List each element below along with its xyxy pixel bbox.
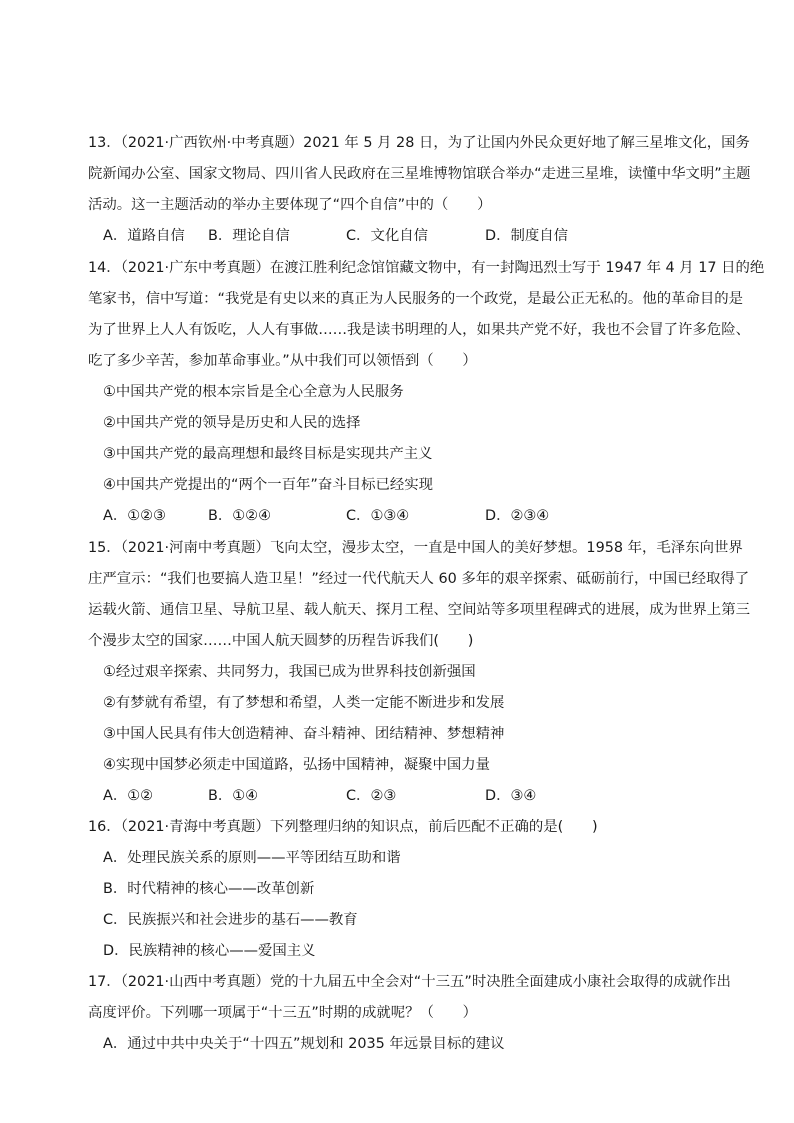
q15-stem-line-4: 个漫步太空的国家……中国人航天圆梦的历程告诉我们( ) [88,633,474,649]
q16-stem-line-1: 16．（2021·青海中考真题）下列整理归纳的知识点，前后匹配不正确的是( ) [88,819,598,835]
q15-option-b[interactable]: B．①④ [208,788,259,804]
q14-stem-line-2: 笔家书，信中写道：“我党是有史以来的真正为人民服务的一个政党，是最公正无私的。他的革命目的是 [88,291,744,307]
q16-option-c[interactable]: C．民族振兴和社会进步的基石——教育 [103,912,358,928]
q16-option-a[interactable]: A．处理民族关系的原则——平等团结互助和谐 [103,850,401,866]
q16-option-b[interactable]: B．时代精神的核心——改革创新 [103,881,315,897]
q13-stem-line-2: 院新闻办公室、国家文物局、四川省人民政府在三星堆博物馆联合举办“走进三星堆，读懂中华文明”主题 [88,166,751,182]
q13-option-c[interactable]: C．文化自信 [346,228,429,244]
q15-statement-2: ②有梦就有希望，有了梦想和希望，人类一定能不断进步和发展 [103,695,505,711]
q15-option-d[interactable]: D．③④ [485,788,537,804]
q13-option-d[interactable]: D．制度自信 [485,228,569,244]
q17-stem-line-2: 高度评价。下列哪一项属于“十三五”时期的成就呢？（ ） [88,1005,478,1021]
q15-stem-line-1: 15．（2021·河南中考真题）飞向太空，漫步太空，一直是中国人的美好梦想。1958 年，毛泽东向世界 [88,540,743,556]
q15-statement-3: ③中国人民具有伟大创造精神、奋斗精神、团结精神、梦想精神 [103,726,505,742]
q14-statement-3: ③中国共产党的最高理想和最终目标是实现共产主义 [103,446,433,462]
q15-statement-1: ①经过艰辛探索、共同努力，我国已成为世界科技创新强国 [103,664,476,680]
q13-stem-line-3: 活动。这一主题活动的举办主要体现了“四个自信”中的（ ） [88,197,492,213]
q17-option-a[interactable]: A．通过中共中央关于“十四五”规划和 2035 年远景目标的建议 [103,1036,505,1052]
q14-stem-line-1: 14．（2021·广东中考真题）在渡江胜利纪念馆馆藏文物中，有一封陶迅烈士写于 1947 年 4 月 17 日的绝 [88,260,765,276]
q14-option-d[interactable]: D．②③④ [485,508,550,524]
q15-option-c[interactable]: C．②③ [346,788,397,804]
q15-option-a[interactable]: A．①② [103,788,154,804]
q13-option-a[interactable]: A．道路自信 [103,228,185,244]
q14-option-a[interactable]: A．①②③ [103,508,166,524]
q14-statement-4: ④中国共产党提出的“两个一百年”奋斗目标已经实现 [103,477,434,493]
q13-option-b[interactable]: B．理论自信 [208,228,290,244]
q14-option-b[interactable]: B．①②④ [208,508,271,524]
q15-statement-4: ④实现中国梦必须走中国道路，弘扬中国精神，凝聚中国力量 [103,757,491,773]
q15-stem-line-3: 运载火箭、通信卫星、导航卫星、载人航天、探月工程、空间站等多项里程碑式的进展，成为世界上第三 [88,602,750,618]
q15-stem-line-2: 庄严宣示：“我们也要搞人造卫星！”经过一代代航天人 60 多年的艰辛探索、砥砺前行，中国已经取得了 [88,571,750,587]
q13-stem-line-1: 13．（2021·广西钦州·中考真题）2021 年 5 月 28 日，为了让国内外民众更好地了解三星堆文化，国务 [88,135,750,151]
q14-option-c[interactable]: C．①③④ [346,508,410,524]
q14-statement-2: ②中国共产党的领导是历史和人民的选择 [103,415,361,431]
q14-statement-1: ①中国共产党的根本宗旨是全心全意为人民服务 [103,384,404,400]
q14-stem-line-3: 为了世界上人人有饭吃，人人有事做……我是读书明理的人，如果共产党不好，我也不会冒了许多危险、 [88,322,750,338]
q14-stem-line-4: 吃了多少辛苦，参加革命事业。”从中我们可以领悟到（ ） [88,353,477,369]
q16-option-d[interactable]: D．民族精神的核心——爱国主义 [103,943,316,959]
q17-stem-line-1: 17．（2021·山西中考真题）党的十九届五中全会对“十三五”时决胜全面建成小康社会取得的成就作出 [88,974,731,990]
